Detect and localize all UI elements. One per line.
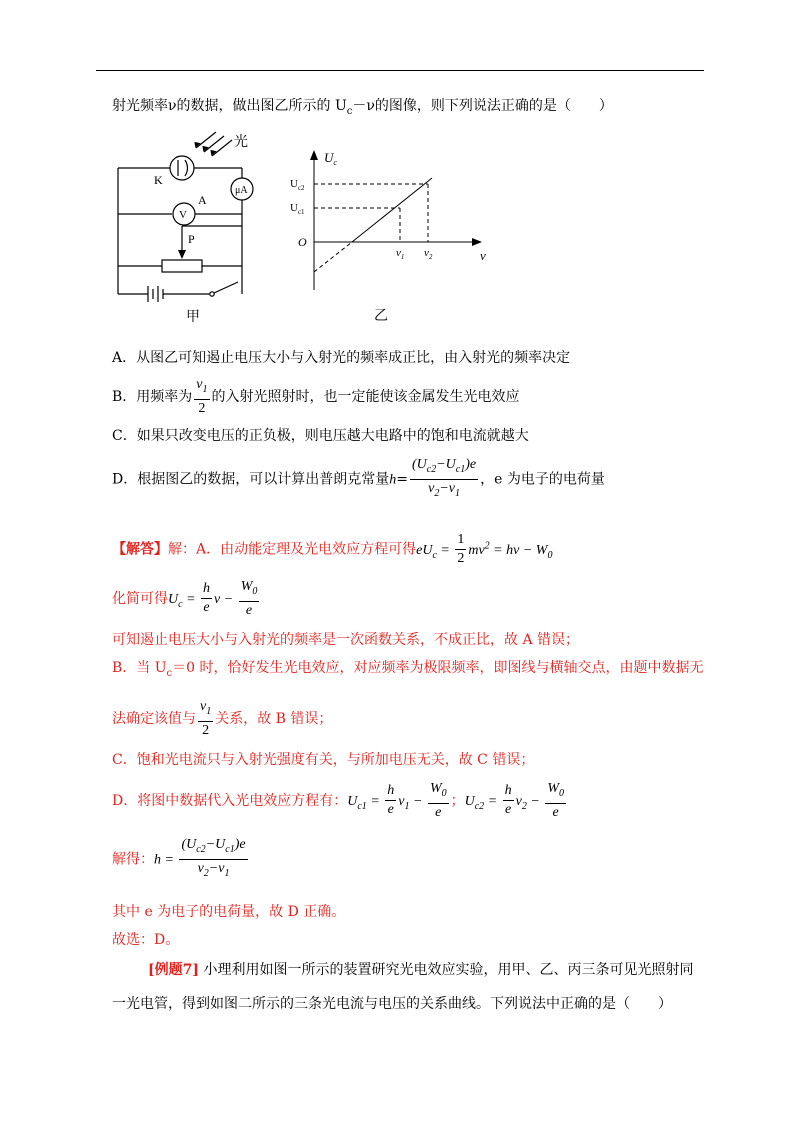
option-a: A．从图乙可知遏止电压大小与入射光的频率成正比，由入射光的频率决定: [112, 350, 571, 366]
caption-jia: 甲: [186, 309, 200, 325]
uc2-label: $U_{c2}$: [290, 178, 305, 192]
choice-line: 故选：D。: [112, 932, 180, 948]
axis-x-label: ν: [480, 248, 486, 263]
example-line-2: 一光电管，得到如图二所示的三条光电流与电压的关系曲线。下列说法中正确的是（ ）: [112, 996, 672, 1012]
caption-yi: 乙: [374, 308, 388, 324]
uc1-label: $U_{c1}$: [290, 202, 305, 216]
line-b2: 法确定该值与 $\frac{\nu_1}{2}$ 关系，故 B 错误；: [112, 699, 333, 738]
option-c: C．如果只改变电压的正负极，则电压越大电路中的饱和电流就越大: [112, 428, 529, 444]
intro-line: 射光频率ν的数据，做出图乙所示的 $U_c-\nu$的图像，则下列说法正确的是（ ）: [112, 98, 613, 117]
nu2-label: $\nu_2$: [424, 247, 433, 261]
nu1-label: $\nu_1$: [396, 247, 405, 261]
simplify-line: 化简可得$U_c$ = $\frac{h}{e}$ ν − $\frac{W_0}{e}$: [112, 579, 258, 618]
label-V: V: [179, 209, 187, 221]
label-guang: 光: [234, 134, 248, 150]
line-c: C．饱和光电流只与入射光强度有关，与所加电压无关，故 C 错误；: [112, 752, 535, 768]
label-P: P: [188, 232, 195, 246]
answer-intro: 【解答】解：A．由动能定理及光电效应方程可得$eU_c$ = $\frac{1}{2}$ $m\nu^2 = h\nu - W_0$: [112, 532, 553, 567]
option-b: B．用频率为 $\frac{\nu_1}{2}$ 的入射光照射时，也一定能使该金属发生光电效应: [112, 377, 520, 416]
label-uA: μA: [235, 185, 248, 196]
example-line-1: [例题7] 小理利用如图一所示的装置研究光电效应实验，用甲、乙、丙三条可见光照射同: [148, 962, 694, 978]
origin-label: O: [298, 235, 307, 249]
line-d: D．将图中数据代入光电效应方程有：$U_{c1}$ = $\frac{h}{e}$ $\nu_1$ − $\frac{W_0}{e}$ ；$U_{c2}$ = $\frac{h}{e}$ $\nu_2$ − $\frac{W_0}{e}$: [112, 781, 564, 820]
line-e: 其中 e 为电子的电荷量，故 D 正确。: [112, 904, 346, 920]
label-A: A: [198, 193, 207, 207]
circuit-diagram: [106, 126, 266, 326]
label-K: K: [154, 173, 163, 187]
uc-nu-graph: [278, 140, 498, 330]
option-d: D．根据图乙的数据，可以计算出普朗克常量h= $\frac{(U_{c2}-U_{c1})e}{\nu_2-\nu_1}$ ，e 为电子的电荷量: [112, 457, 605, 499]
axis-y-label: $U_c$: [324, 150, 337, 167]
header-rule: [96, 70, 704, 71]
solve-line: 解得：h = $\frac{(U_{c2}-U_{c1})e}{\nu_2-\nu_1}$: [112, 837, 246, 879]
line-a-conclusion: 可知遏止电压大小与入射光的频率是一次函数关系，不成正比，故 A 错误；: [112, 632, 580, 648]
line-b1: B．当 $U_c=0$ 时，恰好发生光电效应，对应频率为极限频率，即图线与横轴交点，由题中数据无: [112, 660, 704, 679]
